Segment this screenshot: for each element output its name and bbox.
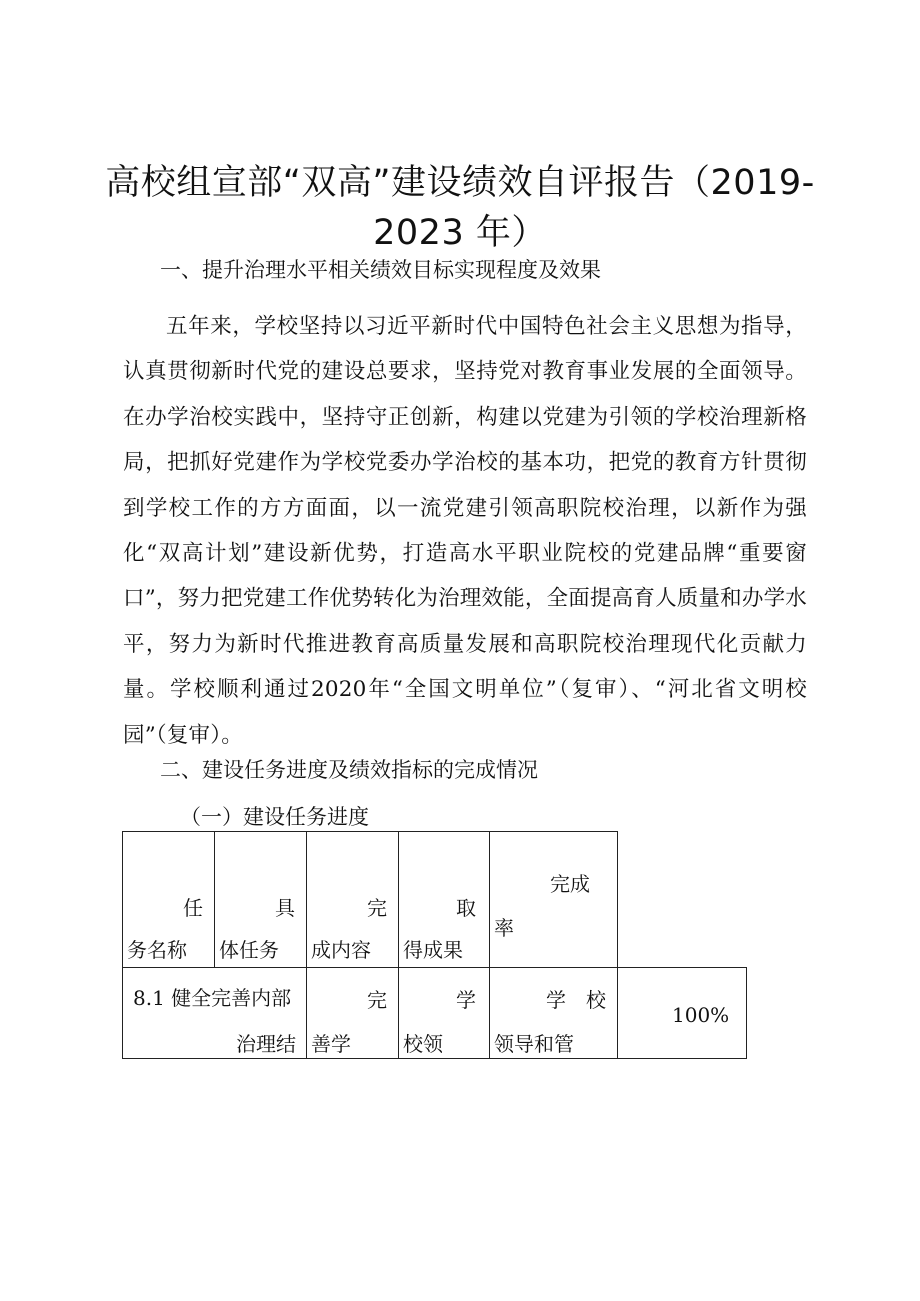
header-text-line2: 体任务 [219,938,279,962]
content-text-line2: 善学 [311,1032,351,1056]
section-1-heading: 一、提升治理水平相关绩效目标实现程度及效果 [160,258,601,282]
task-progress-table [122,831,747,1061]
section-1-paragraph: 五年来，学校坚持以习近平新时代中国特色社会主义思想为指导，认真贯彻新时代党的建设总要求，坚持党对教育事业发展的全面领导。在办学治校实践中，坚持守正创新，构建以党建为引领的学校治理新格局，把抓好党建作为学校党委办学治校的基本功，把党的教育方针贯彻到学校工作的方方面面，以一流党建引领高职院校治理，以新作为强化“双高计划”建设新优势，打造高水平职业院校的党建品牌“重要窗口”，努力把党建工作优势转化为治理效能，全面提高育人质量和办学水平，努力为新时代推进教育高质量发展和高职院校治理现代化贡献力量。学校顺利通过2020年“全国文明单位”（复审）、“河北省文明校园”（复审）。 [123,314,807,748]
row-cell-content [306,967,399,1059]
section-2-heading: 二、建设任务进度及绩效指标的完成情况 [160,758,538,782]
header-text-line2: 务名称 [127,938,187,962]
subsection-heading: （一）建设任务进度 [180,805,369,829]
header-text-line1: 具 [275,896,295,920]
specific-task-text: 治理结 [236,1032,296,1056]
title-line-1: 高校组宣部“双高”建设绩效自评报告（2019- [105,163,815,203]
task-name-text: 8.1 健全完善内部 [133,986,292,1010]
row-cell-results [398,967,490,1059]
header-text-line1: 取 [456,896,476,920]
rate-text-line2: 领导和管 [494,1032,574,1056]
row-cell-percent [617,967,747,1059]
result-text-line2: 校领 [403,1032,443,1056]
title-line-2: 2023 年） [373,213,547,253]
percent-text: 100% [672,1003,730,1027]
header-text-line2: 成内容 [311,938,371,962]
header-cell-results [398,831,490,968]
result-text-line1: 学 [456,988,476,1012]
row-cell-rate-description [489,967,618,1059]
header-text-line1: 完成 [550,872,590,896]
rate-text-line1: 学 校 [546,988,606,1012]
header-cell-task-name [122,831,215,968]
header-cell-specific-task [214,831,307,968]
header-text-line1: 完 [367,896,387,920]
header-text-line2: 率 [494,916,514,940]
header-text-line2: 得成果 [403,938,463,962]
header-text-line1: 任 [183,896,203,920]
row-cell-specific-task [214,967,307,1059]
header-cell-completion-rate [489,831,618,968]
content-text-line1: 完 [367,988,387,1012]
document-title [100,158,820,258]
header-cell-content [306,831,399,968]
